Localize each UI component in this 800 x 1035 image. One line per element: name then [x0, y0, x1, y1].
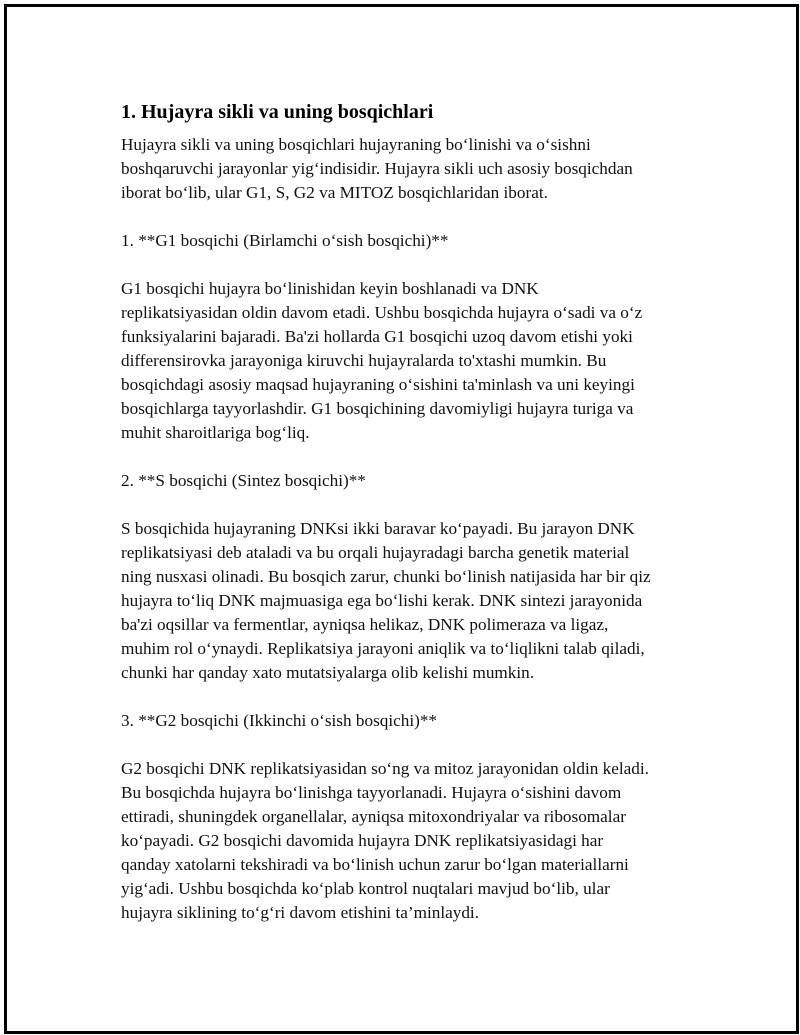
text-line: funksiyalarini bajaradi. Ba'zi hollarda G1 bosqichi uzoq davom etishi yoki — [121, 327, 633, 346]
text-line: Bu bosqichda hujayra bo‘linishga tayyorlanadi. Hujayra o‘sishini davom — [121, 783, 622, 802]
text-line: ba'zi oqsillar va fermentlar, ayniqsa helikaz, DNK polimeraza va ligaz, — [121, 615, 609, 634]
text-line: yig‘adi. Ushbu bosqichda ko‘plab kontrol nuqtalari mavjud bo‘lib, ular — [121, 879, 610, 898]
section-heading-g1 — [121, 229, 701, 253]
text-line: chunki har qanday xato mutatsiyalarga olib kelishi mumkin. — [121, 663, 535, 682]
text-line: ning nusxasi olinadi. Bu bosqich zarur, chunki bo‘linish natijasida har bir qiz — [121, 567, 651, 586]
text-line: boshqaruvchi jarayonlar yig‘indisidir. Hujayra sikli uch asosiy bosqichdan — [121, 159, 633, 178]
text-line: 1. **G1 bosqichi (Birlamchi o‘sish bosqichi)** — [121, 231, 449, 250]
text-line: bosqichlarga tayyorlashdir. G1 bosqichining davomiyligi hujayra turiga va — [121, 399, 634, 418]
text-line: ko‘payadi. G2 bosqichi davomida hujayra DNK replikatsiyasidagi har — [121, 831, 604, 850]
section-heading-g2 — [121, 709, 701, 733]
document-body — [121, 99, 701, 949]
section-heading-s — [121, 469, 701, 493]
text-line: hujayra to‘liq DNK majmuasiga ega bo‘lishi kerak. DNK sintezi jarayonida — [121, 591, 643, 610]
text-line: replikatsiyasi deb ataladi va bu orqali hujayradagi barcha genetik material — [121, 543, 630, 562]
text-line: replikatsiyasidan oldin davom etadi. Ushbu bosqichda hujayra o‘sadi va o‘z — [121, 303, 643, 322]
text-line: 2. **S bosqichi (Sintez bosqichi)** — [121, 471, 366, 490]
text-line: S bosqichida hujayraning DNKsi ikki baravar ko‘payadi. Bu jarayon DNK — [121, 519, 635, 538]
text-line: qanday xatolarni tekshiradi va bo‘linish uchun zarur bo‘lgan materiallarni — [121, 855, 629, 874]
paragraph-s — [121, 517, 701, 685]
paragraph-g2 — [121, 757, 701, 925]
text-line: differensirovka jarayoniga kiruvchi hujayralarda to'xtashi mumkin. Bu — [121, 351, 607, 370]
text-line: G2 bosqichi DNK replikatsiyasidan so‘ng va mitoz jarayonidan oldin keladi. — [121, 759, 649, 778]
text-line: hujayra siklining to‘g‘ri davom etishini ta’minlaydi. — [121, 903, 480, 922]
text-line: muhit sharoitlariga bog‘liq. — [121, 423, 310, 442]
text-line: 3. **G2 bosqichi (Ikkinchi o‘sish bosqichi)** — [121, 711, 438, 730]
document-title: 1. Hujayra sikli va uning bosqichlari — [121, 101, 434, 123]
text-line: iborat bo‘lib, ular G1, S, G2 va MITOZ bosqichlaridan iborat. — [121, 183, 548, 202]
paragraph-g1 — [121, 277, 701, 445]
text-line: Hujayra sikli va uning bosqichlari hujayraning bo‘linishi va o‘sishni — [121, 135, 591, 154]
text-line: ettiradi, shuningdek organellalar, ayniqsa mitoxondriyalar va ribosomalar — [121, 807, 626, 826]
text-line: bosqichdagi asosiy maqsad hujayraning o‘sishini ta'minlash va uni keyingi — [121, 375, 635, 394]
paragraph-intro — [121, 133, 701, 205]
page-frame — [4, 4, 799, 1034]
text-line: muhim rol o‘ynaydi. Replikatsiya jarayoni aniqlik va to‘liqlikni talab qiladi, — [121, 639, 645, 658]
text-line: G1 bosqichi hujayra bo‘linishidan keyin boshlanadi va DNK — [121, 279, 539, 298]
